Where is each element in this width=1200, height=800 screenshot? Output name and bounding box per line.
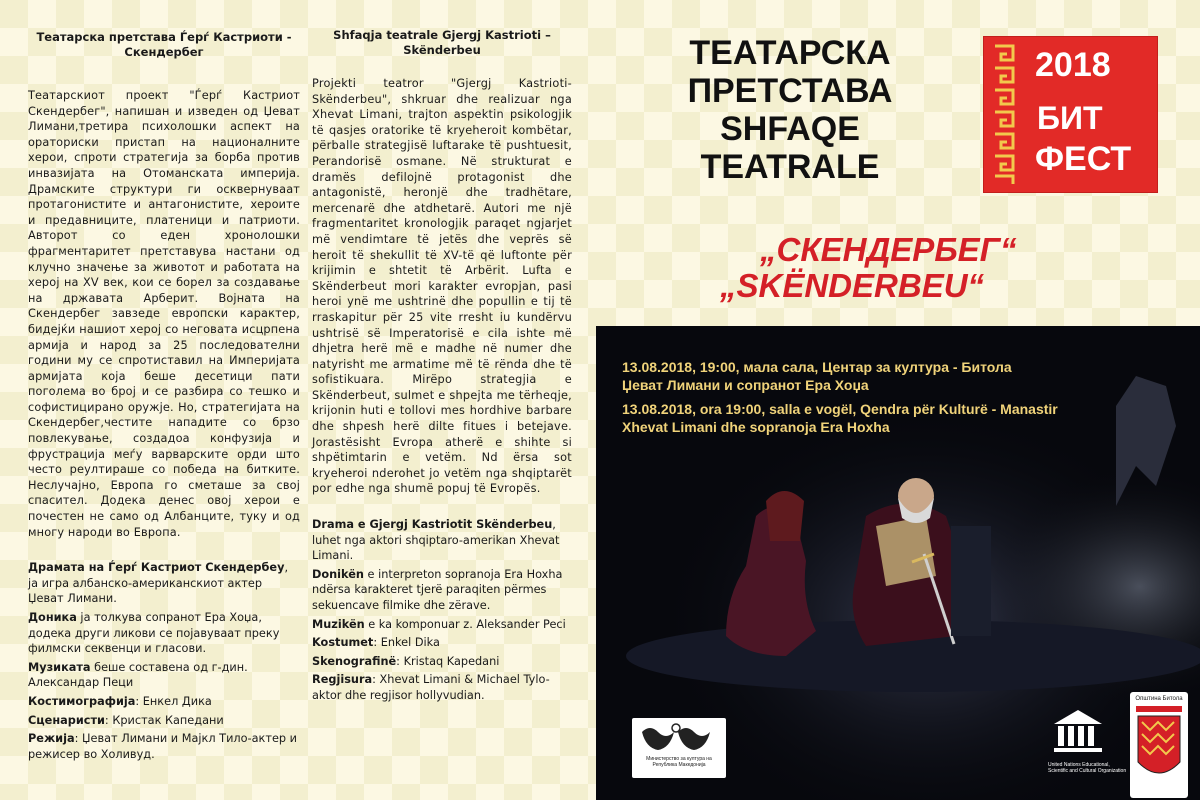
main-title — [630, 34, 950, 186]
credit-line: Muzikën e ka komponuar z. Aleksander Peci — [312, 617, 566, 631]
main-title-line: SHFAQE — [720, 110, 860, 148]
credit-line: Regjisura: Xhevat Limani & Michael Tylo-aktor dhe regjisor hollyvudian. — [312, 673, 550, 702]
credit-line: Kostumet: Enkel Dika — [312, 636, 440, 650]
credit-line: Donikën e interpreton sopranoja Era Hoxha ndërsa karakteret tjerë paraqiten përmes sekuencave filmike dhe zërave. — [312, 567, 563, 612]
logo-line2: ФЕСТ — [1035, 140, 1132, 178]
bitola-coat-of-arms-icon — [1130, 692, 1188, 798]
macedonian-description: Театарскиот проект "Ѓерѓ Кастриот Скендербег", напишан и изведен од Џеват Лимани,третира психолошки аспект на ораториски пристап на националните херои, спроти стратегија за борба против инвазијата на Отоманската империја. Драмските структури ги осквернуваат протагонистите и антагонистите, хероите и предавниците, платеници и патриоти. Авторот со еден хронолошки фрагментаритет претставува настани од клучно значење за животот и работата на херој на XV век, кои се борел за создавање на државата Арберит. Војната на Скендербег завзеде европски карактер, бидејќи нашиот херој со неговата исцрпена армија и народ за 25 последователни години му се спротиставил на Империјата армијата која беше десетици пати поголема во број и се разбира со тешко и софистицирано оружје. Но, стратегијата на Скендербег,честите нападите со брзо повлекување, создадоа конфузија и фрустрација меѓу варварските орди што често реултираше со победа на битките. Неслучајно, Европа го сметаше за свој спасител. Додека денес овој херои е почестен не само од Албанците, туку и од многу народи во Европа. — [28, 89, 300, 539]
macedonian-column — [28, 0, 300, 765]
ministry-emblem-icon — [632, 718, 726, 778]
logo-year: 2018 — [1035, 46, 1111, 84]
macedonian-title: Театарска претстава Ѓерѓ Кастриоти - Скендербег — [36, 30, 292, 59]
credit-line: Skenografinë: Kristaq Kapedani — [312, 654, 500, 668]
event-line-sq-performers: Xhevat Limani dhe sopranoja Era Hoxha — [622, 419, 890, 435]
credit-line: Drama e Gjergj Kastriotit Skënderbeu, luhet nga aktori shqiptaro-amerikan Xhevat Limani. — [312, 518, 560, 563]
credit-line: Доника ја толкува сопранот Ера Хоџа, додека други ликови се појавуваат преку филмски секвенци и гласови. — [28, 611, 280, 656]
ministry-logo — [632, 718, 726, 778]
unesco-caption: United Nations Educational, Scientific and Cultural Organization — [1048, 762, 1127, 774]
main-title-line: TEATRALE — [700, 148, 880, 186]
credit-line: Режија: Џеват Лимани и Мајкл Тило-актер и режисер во Холивуд. — [28, 732, 298, 761]
main-title-line: ТЕАТАРСКА — [689, 34, 891, 72]
event-line-mk-date: 13.08.2018, 19:00, мала сала, Центар за култура - Битола — [622, 359, 1012, 375]
play-title-sq: „SKËNDERBEU“ — [720, 267, 985, 304]
credit-line: Костимографија: Енкел Дика — [28, 694, 212, 708]
albanian-column — [312, 0, 572, 707]
credit-line: Сценаристи: Кристак Капедани — [28, 713, 224, 727]
unesco-logo-icon — [1048, 706, 1108, 758]
bitfest-logo — [983, 36, 1158, 193]
municipality-logo — [1130, 692, 1188, 798]
municipality-caption: Општина Битола — [1135, 696, 1183, 702]
albanian-credits — [312, 517, 572, 704]
logo-line1: БИТ — [1037, 100, 1103, 136]
macedonian-credits — [28, 560, 300, 762]
meander-pattern-icon — [991, 42, 1017, 188]
credit-line: Драмата на Ѓерѓ Кастриот Скендербеу, ја игра албанско-американскиот актер Џеват Лимани. — [28, 561, 289, 606]
ministry-caption: Министерство за култура на Република Македонија — [646, 756, 712, 768]
play-title-mk: „СКЕНДЕРБЕГ“ — [760, 231, 1017, 268]
main-title-line: ПРЕТСТАВА — [687, 72, 893, 110]
play-title — [720, 232, 1060, 304]
credit-line: Музиката беше составена од г-дин. Александар Пеци — [28, 660, 248, 690]
albanian-title: Shfaqja teatrale Gjergj Kastrioti – Skënderbeu — [333, 28, 551, 57]
event-line-sq-date: 13.08.2018, ora 19:00, salla e vogël, Qendra për Kulturë - Manastir — [622, 401, 1058, 417]
event-line-mk-performers: Џеват Лимани и сопранот Ера Хоџа — [622, 377, 869, 393]
stage-photo — [596, 326, 1200, 800]
albanian-description: Projekti teatror "Gjergj Kastrioti-Skënderbeu", shkruar dhe realizuar nga Xhevat Limani, trajton aspektin psikologjik të qasjes oratorike të kryeheroit kombëtar, përballe strategjisë luftarake të pushtuesit, Perandorisë osmane. Në strukturat e dramës defilojnë protagonist dhe antagonistë, heronjë dhe tradhëtare, mercenarë dhe atdhetarë. Autori me një fragmentaritet kronologjik paraqet ngjarjet më vendimtare të jetës dhe veprës së heroit të shekullit të XV-të që luftonte për krijimin e shtetit të Arbërit. Lufta e Skënderbeut mori karakter evropjan, pasi heroi ynë me ushtrinë dhe popullin e tij të rraskapitur për 25 vite rresht iu kundërvu ushtrisë së Imperatorisë e cila ishte më dhjetra herë më e madhe në numer dhe natyrisht me armatime më të rënda dhe të sofistikuara. Mirëpo strategjia e Skënderbeut, sulmet e shpejta me tërheqje, krijonin huti e tollovi mes hordhive barbare dhe shpesh herë dilte fitues i betejave. Jorastësisht Evropa atherë e shihte si shpëtimtarin e vetëm. Nd ërsa sot kryeheroi nderohet jo vetëm nga shqiptarët por edhe nga shumë popuj të Evropës. — [312, 77, 572, 496]
